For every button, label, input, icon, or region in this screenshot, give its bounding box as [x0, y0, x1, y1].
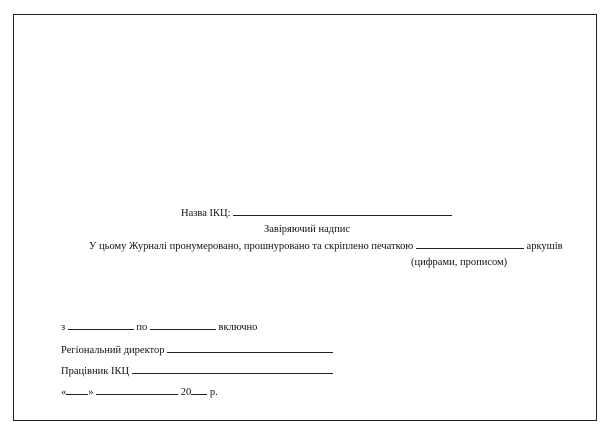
employee-signature-blank[interactable]: [132, 363, 333, 374]
director-row: [61, 342, 333, 357]
sheets-count-blank[interactable]: [416, 238, 524, 249]
sheets-hint: (цифрами, прописом): [411, 257, 508, 268]
director-label: Регіональний директор: [61, 345, 165, 356]
month-blank[interactable]: [96, 384, 178, 395]
body-text: У цьому Журналі пронумеровано, прошнуровано та скріплено печаткою: [89, 241, 414, 252]
employee-label: Працівник ІКЦ: [61, 366, 130, 377]
date-open-quote: «: [61, 387, 67, 398]
sheets-suffix: аркушів: [526, 241, 563, 252]
certification-heading: [0, 224, 614, 236]
to-date-blank[interactable]: [150, 319, 216, 330]
sheets-hint-row: [411, 257, 507, 269]
day-blank[interactable]: [66, 384, 88, 395]
to-label: по: [136, 322, 148, 333]
from-label: з: [61, 322, 66, 333]
ikc-name-blank[interactable]: [233, 205, 452, 216]
ikc-name-row: [181, 205, 452, 220]
ikc-name-label: Назва ІКЦ:: [181, 208, 231, 219]
inclusive-label: включно: [218, 322, 258, 333]
heading-text: Завіряючий надпис: [264, 224, 350, 235]
period-row: [61, 319, 257, 334]
director-signature-blank[interactable]: [167, 342, 333, 353]
from-date-blank[interactable]: [68, 319, 134, 330]
year-blank[interactable]: [191, 384, 207, 395]
date-close-quote: »: [88, 387, 94, 398]
certification-body-row: [89, 238, 563, 253]
date-row: [61, 384, 218, 399]
year-suffix: р.: [209, 387, 218, 398]
year-prefix: 20: [180, 387, 192, 398]
employee-row: [61, 363, 333, 378]
